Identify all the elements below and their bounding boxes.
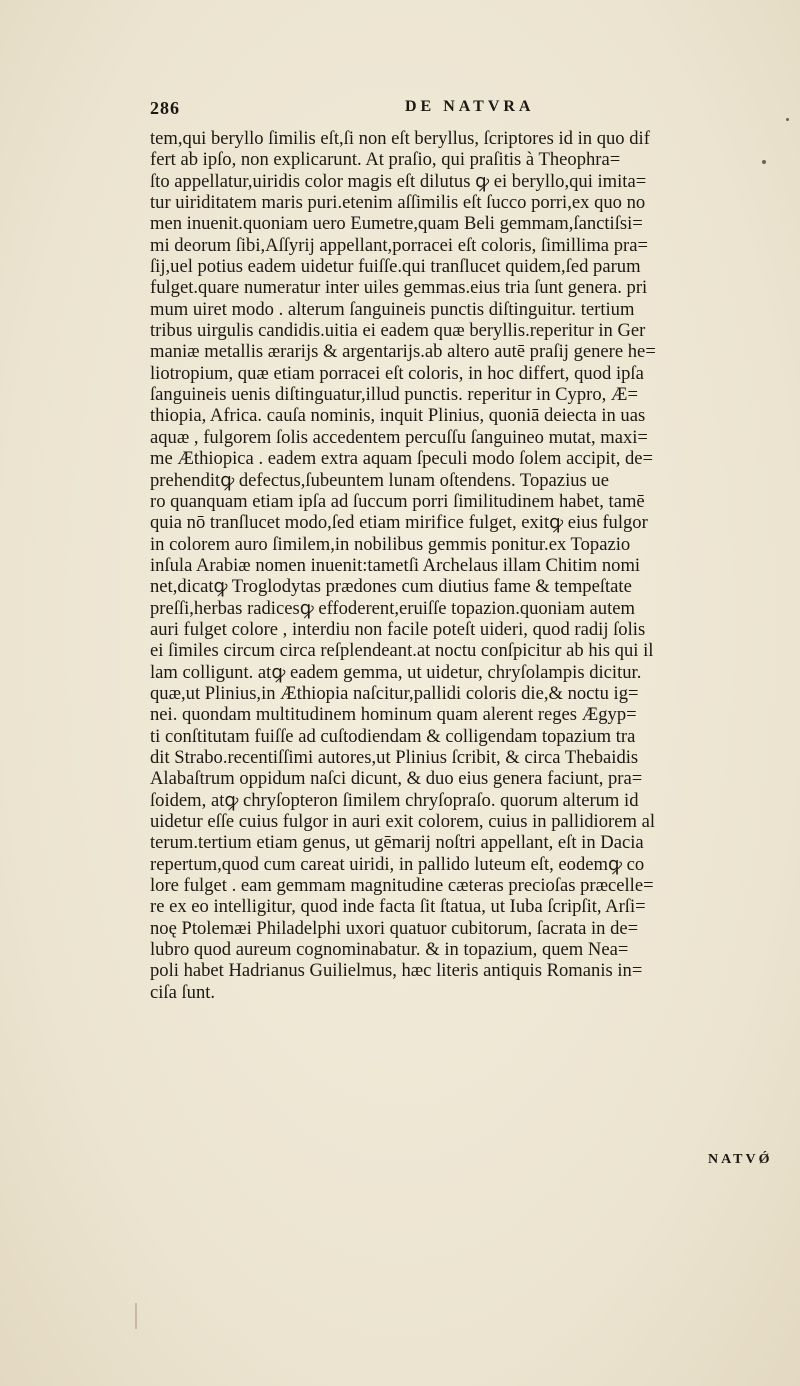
text-line: lam colligunt. atꝙ eadem gemma, ut uidetur, chryſolampis dicitur. [150,661,642,683]
text-line: me Æthiopica . eadem extra aquam ſpeculi modo ſolem accipit, de= [150,448,654,470]
catchword: NATVǾ [708,1152,773,1167]
text-line: noę Ptolemæi Philadelphi uxori quatuor cubitorum, ſacrata in de= [150,917,639,939]
text-line: mi deorum ſibi,Aſſyrij appellant,porracei eſt coloris, ſimillima pra= [150,234,648,256]
text-line: liotropium, quæ etiam porracei eſt coloris, in hoc differt, quod ipſa [150,362,644,384]
text-line: tur uiriditatem maris puri.etenim aſſimilis eſt ſucco porri,ex quo no [150,192,646,214]
running-head: DE NATVRA [405,98,535,115]
text-line: lubro quod aureum cognominabatur. & in topazium, quem Nea= [150,939,629,961]
text-line: nei. quondam multitudinem hominum quam alerent reges Ægyp= [150,704,637,726]
text-line: prehenditꝙ defectus,ſubeuntem lunam oſtendens. Topazius ue [150,469,609,491]
text-line: inſula Arabiæ nomen inuenit:tametſi Archelaus illam Chitim nomi [150,554,641,576]
text-line: ſto appellatur,uiridis color magis eſt dilutus ꝙ ei beryllo,qui imita= [150,170,647,192]
ink-speck [786,118,789,121]
text-line: repertum,quod cum careat uiridi, in pallido luteum eſt, eodemꝙ co [150,853,645,875]
text-line: ſoidem, atꝙ chryſopteron ſimilem chryſopraſo. quorum alterum id [150,789,639,811]
text-line: tem,qui beryllo ſimilis eſt,ſi non eſt beryllus, ſcriptores id in quo dif [150,128,650,149]
text-line: men inuenit.quoniam uero Eumetre,quam Beli gemmam,ſanctiſsi= [150,213,643,235]
text-line: net,dicatꝙ Troglodytas prædones cum diutius fame & tempeſtate [150,576,632,598]
text-line: tribus uirgulis candidis.uitia ei eadem quæ beryllis.reperitur in Ger [150,320,646,342]
text-line: uidetur eſſe cuius fulgor in auri exit colorem, cuius in pallidiorem al [150,811,655,832]
text-line: fulget.quare numeratur inter uiles gemmas.eius tria ſunt genera. pri [150,277,648,299]
text-line: ciſa ſunt. [150,981,216,1003]
text-line: ti conſtitutam fuiſſe ad cuſtodiendam & colligendam topazium tra [150,725,636,747]
page-number: 286 [150,98,180,118]
ink-speck [762,160,766,164]
page-header [150,98,620,122]
text-line: re ex eo intelligitur, quod inde facta ſit ſtatua, ut Iuba ſcripſit, Arſi= [150,896,646,918]
text-line: terum.tertium etiam genus, ut gēmarij noſtri appellant, eſt in Dacia [150,832,644,854]
text-line: ſij,uel potius eadem uidetur fuiſſe.qui tranſlucet quidem,ſed parum [150,256,641,278]
text-line: dit Strabo.recentiſſimi autores,ut Plinius ſcribit, & circa Thebaidis [150,746,639,768]
body-text [150,128,770,1003]
text-line: ro quanquam etiam ipſa ad ſuccum porri ſimilitudinem habet, tamē [150,490,645,512]
text-line: maniæ metallis ærarijs & argentarijs.ab altero autē praſij genere he= [150,341,656,363]
text-line: poli habet Hadrianus Guilielmus, hæc literis antiquis Romanis in= [150,960,643,982]
text-line: mum uiret modo . alterum ſanguineis punctis diſtinguitur. tertium [150,298,635,320]
text-line: Alabaſtrum oppidum naſci dicunt, & duo eius genera faciunt, pra= [150,768,643,790]
text-line: ei ſimiles circum circa reſplendeant.at noctu conſpicitur ab his qui il [150,640,654,662]
margin-mark [135,1303,137,1329]
text-line: preſſi,herbas radicesꝙ effoderent,eruiſſe topazion.quoniam autem [150,597,635,619]
text-line: quia nō tranſlucet modo,ſed etiam mirifice fulget, exitꝙ eius fulgor [150,512,648,534]
text-line: quæ,ut Plinius,in Æthiopia naſcitur,pallidi coloris die,& noctu ig= [150,682,639,704]
text-line: in colorem auro ſimilem,in nobilibus gemmis ponitur.ex Topazio [150,533,631,555]
text-line: thiopia, Africa. cauſa nominis, inquit Plinius, quoniā deiecta in uas [150,405,646,427]
text-line: lore fulget . eam gemmam magnitudine cæteras precioſas præcelle= [150,875,654,897]
text-line: ſanguineis uenis diſtinguatur,illud punctis. reperitur in Cypro, Æ= [150,384,638,406]
text-line: aquæ , fulgorem ſolis accedentem percuſſu ſanguineo mutat, maxi= [150,426,648,448]
text-line: auri fulget colore , interdiu non facile poteſt uideri, quod radij ſolis [150,618,646,640]
text-line: fert ab ipſo, non explicarunt. At praſio, qui praſitis à Theophra= [150,149,621,171]
